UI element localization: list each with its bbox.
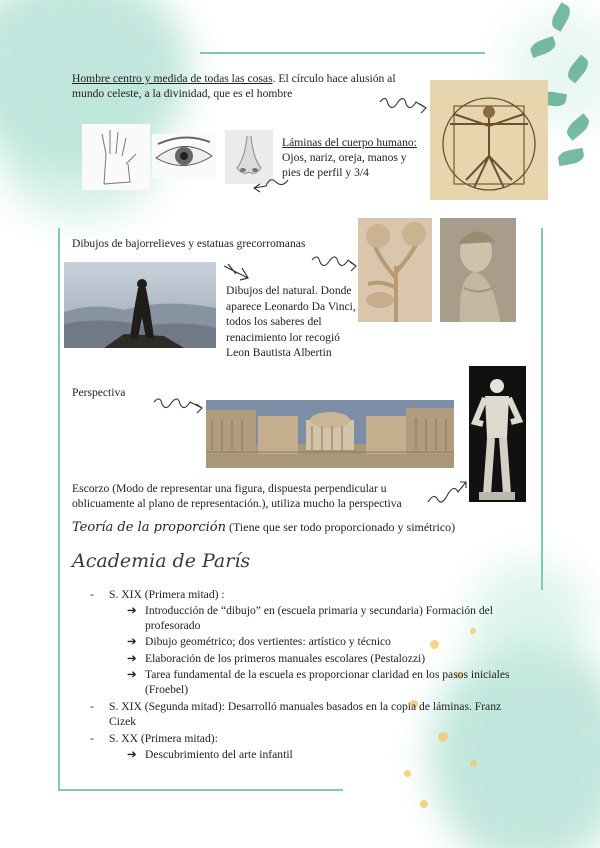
right-rule [541,228,543,590]
list-dash: - [90,700,94,713]
list-dash: - [90,732,94,745]
sub-list-item: Descubrimiento del arte infantil [145,748,293,761]
arrow-icon: ➔ [127,652,137,665]
laminas-rest: Ojos, nariz, oreja, manos y pies de perfil y 3/4 [282,151,407,179]
arrow-icon: ➔ [127,635,137,648]
arrow-icon: ➔ [127,668,137,681]
teoria-title: Teoría de la proporción [72,520,226,535]
bas-relief-image [358,218,432,322]
arrow-doodle [426,478,470,506]
list-item: S. XIX (Segunda mitad): Desarrolló manuales basados en la copia de láminas. Franz Cizek [109,700,502,728]
arrow-icon: ➔ [127,604,137,617]
intro-rest: . El círculo hace alusión al mundo celeste, a la divinidad, que es el hombre [72,72,396,100]
arrow-doodle [152,394,206,416]
arrow-doodle [222,262,254,284]
sub-list-item: Elaboración de los primeros manuales escolares (Pestalozzi) [145,652,426,665]
arrow-icon: ➔ [127,748,137,761]
bajorrelieves-text: Dibujos de bajorrelieves y estatuas grecorromanas [72,237,306,250]
list-item: S. XIX (Primera mitad) : [109,588,225,601]
arrow-doodle [250,176,292,196]
laminas-paragraph [282,135,427,180]
statue-bust-image [440,218,516,322]
list-item: S. XX (Primera mitad): [109,732,218,745]
laminas-underlined: Láminas del cuerpo humano: [282,136,417,149]
bottom-rule [58,789,343,791]
teoria-rest: (Tiene que ser todo proporcionado y simétrico) [226,520,456,534]
ideal-city-painting-image [206,400,454,468]
arrow-doodle [310,252,360,274]
wanderer-painting-image [64,262,216,348]
foreshortened-statue-image [469,366,526,502]
arrow-doodle [378,92,430,118]
perspectiva-label: Perspectiva [72,386,126,399]
top-rule [200,52,485,54]
sub-list-item: Dibujo geométrico; dos vertientes: artístico y técnico [145,635,391,648]
eye-sketch-image [152,134,216,178]
leaf-decoration [557,148,585,166]
intro-underlined: Hombre centro y medida de todas las cosas [72,72,273,85]
sub-list-item: Introducción de “dibujo” en (escuela primaria y secundaria) Formación del profesorado [145,604,493,632]
intro-paragraph [72,71,422,101]
sub-list-item: Tarea fundamental de la escuela es proporcionar claridad en los pasos iniciales (Froebel) [145,668,510,696]
natural-text: Dibujos del natural. Donde aparece Leonardo Da Vinci, todos los saberes del renacimiento lor recogió Leon Bautista Albertin [226,284,356,359]
left-rule [58,228,60,790]
list-dash: - [90,588,94,601]
dot-decoration [404,770,411,777]
vitruvian-man-image [430,80,548,200]
hand-sketch-image [82,124,150,190]
escorzo-text: Escorzo (Modo de representar una figura, dispuesta perpendicular u oblicuamente al plano de representación.), utiliza mucho la perspectiva [72,482,402,510]
academia-title: Academia de París [72,550,251,572]
teoria-paragraph [72,520,532,535]
dot-decoration [420,800,428,808]
